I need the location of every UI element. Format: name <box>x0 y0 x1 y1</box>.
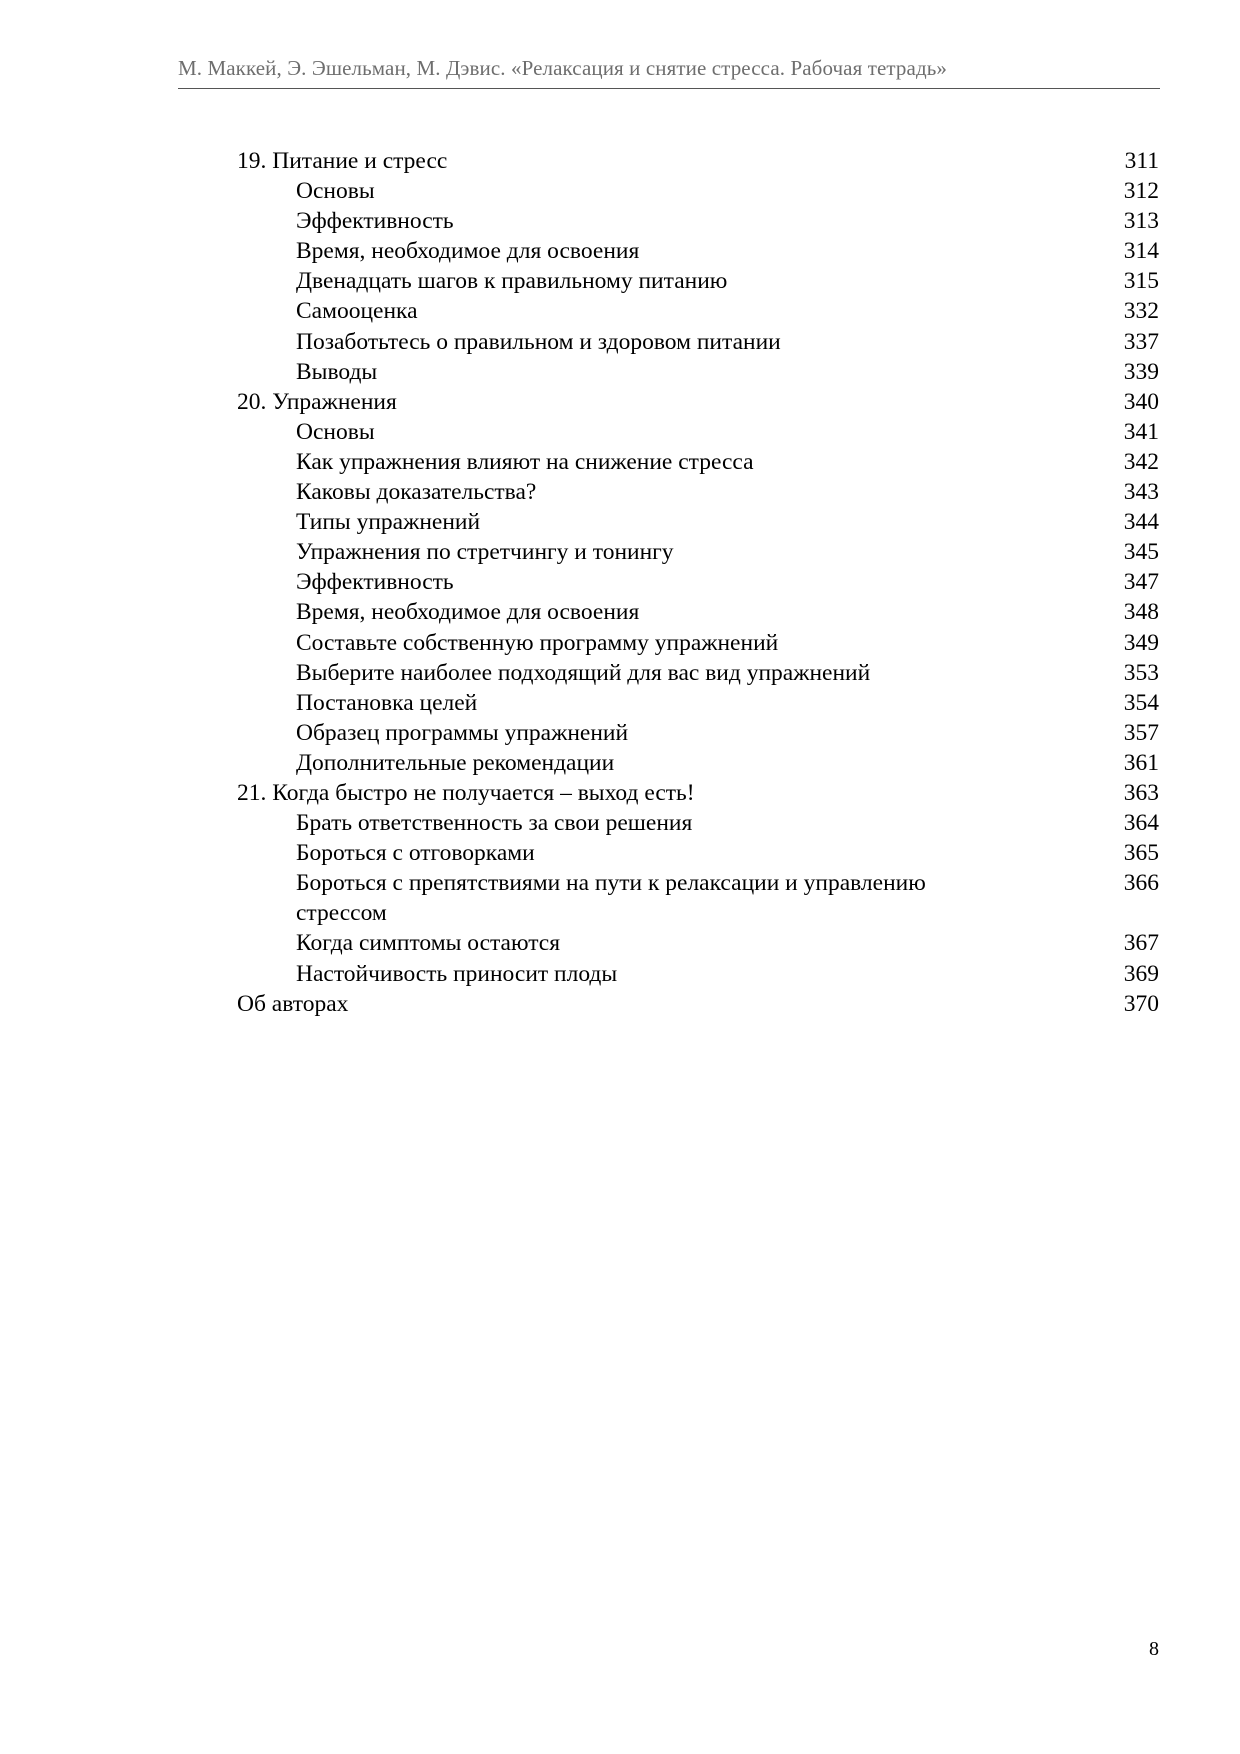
toc-entry-page: 348 <box>1123 599 1159 626</box>
toc-entry-page: 347 <box>1123 569 1159 596</box>
toc-section-row <box>237 327 1159 357</box>
toc-entry-title: Как упражнения влияют на снижение стресса <box>296 448 754 475</box>
toc-entry-page: 332 <box>1123 298 1159 325</box>
toc-section-row <box>237 959 1159 989</box>
toc-section-row <box>237 447 1159 477</box>
toc-entry-title: Время, необходимое для освоения <box>296 238 640 265</box>
toc-entry-page: 370 <box>1123 990 1159 1017</box>
toc-entry-title: Каковы доказательства? <box>296 479 537 506</box>
table-of-contents <box>237 146 1159 1019</box>
toc-chapter-row <box>237 387 1159 417</box>
toc-section-row <box>237 718 1159 748</box>
toc-entry-title: Бороться с отговорками <box>296 840 535 867</box>
header-rule <box>178 88 1160 89</box>
toc-section-row <box>237 628 1159 658</box>
toc-entry-title: 21. Когда быстро не получается – выход есть! <box>237 779 695 806</box>
toc-entry-page: 314 <box>1123 238 1159 265</box>
toc-chapter-row <box>237 146 1159 176</box>
toc-entry-title: Составьте собственную программу упражнений <box>296 629 779 656</box>
toc-section-row <box>237 357 1159 387</box>
toc-entry-title: Дополнительные рекомендации <box>296 749 615 776</box>
toc-entry-title: Брать ответственность за свои решения <box>296 810 693 837</box>
toc-entry-title: Эффективность <box>296 208 454 235</box>
toc-entry-page: 353 <box>1123 659 1159 686</box>
toc-entry-title: Эффективность <box>296 569 454 596</box>
toc-entry-page: 361 <box>1123 749 1159 776</box>
toc-entry-page: 344 <box>1123 509 1159 536</box>
toc-section-row <box>237 266 1159 296</box>
toc-entry-title: Об авторах <box>237 990 349 1017</box>
toc-entry-title: Выберите наиболее подходящий для вас вид упражнений <box>296 659 871 686</box>
toc-section-row <box>237 206 1159 236</box>
toc-section-row <box>237 236 1159 266</box>
toc-entry-page: 366 <box>1123 870 1159 897</box>
page-number: 8 <box>1149 1638 1159 1660</box>
toc-chapter-row <box>237 778 1159 808</box>
toc-section-row <box>237 477 1159 507</box>
toc-section-row <box>237 868 1159 928</box>
toc-section-row <box>237 688 1159 718</box>
toc-entry-title: Выводы <box>296 358 378 385</box>
toc-section-row <box>237 507 1159 537</box>
toc-entry-page: 365 <box>1123 840 1159 867</box>
toc-entry-page: 343 <box>1123 479 1159 506</box>
toc-entry-page: 341 <box>1123 418 1159 445</box>
toc-entry-page: 311 <box>1124 148 1159 174</box>
toc-entry-title: Постановка целей <box>296 689 478 716</box>
toc-entry-page: 357 <box>1123 719 1159 746</box>
toc-entry-page: 364 <box>1123 810 1159 837</box>
toc-section-row <box>237 567 1159 597</box>
toc-section-row <box>237 928 1159 958</box>
toc-entry-page: 367 <box>1123 930 1159 957</box>
toc-section-row <box>237 838 1159 868</box>
toc-section-row <box>237 296 1159 326</box>
toc-entry-page: 312 <box>1123 178 1159 205</box>
toc-entry-page: 349 <box>1123 629 1159 656</box>
toc-entry-page: 363 <box>1123 779 1159 806</box>
toc-section-row <box>237 748 1159 778</box>
toc-entry-page: 340 <box>1123 388 1159 415</box>
toc-entry-title: Образец программы упражнений <box>296 719 629 746</box>
toc-entry-page: 313 <box>1123 208 1159 235</box>
toc-entry-title: Позаботьтесь о правильном и здоровом питании <box>296 328 781 355</box>
toc-entry-title: 19. Питание и стресс <box>237 148 448 174</box>
toc-entry-title: Когда симптомы остаются <box>296 930 561 957</box>
toc-entry-title: Основы <box>296 418 375 445</box>
toc-section-row <box>237 597 1159 627</box>
toc-entry-page: 339 <box>1123 358 1159 385</box>
toc-entry-title: Двенадцать шагов к правильному питанию <box>296 268 728 295</box>
toc-chapter-row <box>237 989 1159 1019</box>
toc-entry-title: Бороться с препятствиями на пути к релаксации и управлению стрессом <box>296 870 926 927</box>
running-header: М. Маккей, Э. Эшельман, М. Дэвис. «Релаксация и снятие стресса. Рабочая тетрадь» <box>178 56 948 80</box>
toc-entry-page: 369 <box>1123 960 1159 987</box>
toc-entry-title: 20. Упражнения <box>237 388 397 415</box>
toc-entry-title: Упражнения по стретчингу и тонингу <box>296 539 674 566</box>
toc-section-row <box>237 658 1159 688</box>
toc-entry-page: 337 <box>1123 328 1159 355</box>
toc-section-row <box>237 808 1159 838</box>
toc-entry-title: Основы <box>296 178 375 205</box>
toc-section-row <box>237 176 1159 206</box>
toc-entry-title: Настойчивость приносит плоды <box>296 960 618 987</box>
toc-entry-page: 354 <box>1123 689 1159 716</box>
toc-entry-page: 342 <box>1123 448 1159 475</box>
toc-entry-page: 345 <box>1123 539 1159 566</box>
toc-entry-title: Типы упражнений <box>296 509 481 536</box>
toc-entry-title: Самооценка <box>296 298 418 325</box>
toc-entry-title: Время, необходимое для освоения <box>296 599 640 626</box>
toc-entry-page: 315 <box>1123 268 1159 295</box>
toc-section-row <box>237 417 1159 447</box>
toc-section-row <box>237 537 1159 567</box>
